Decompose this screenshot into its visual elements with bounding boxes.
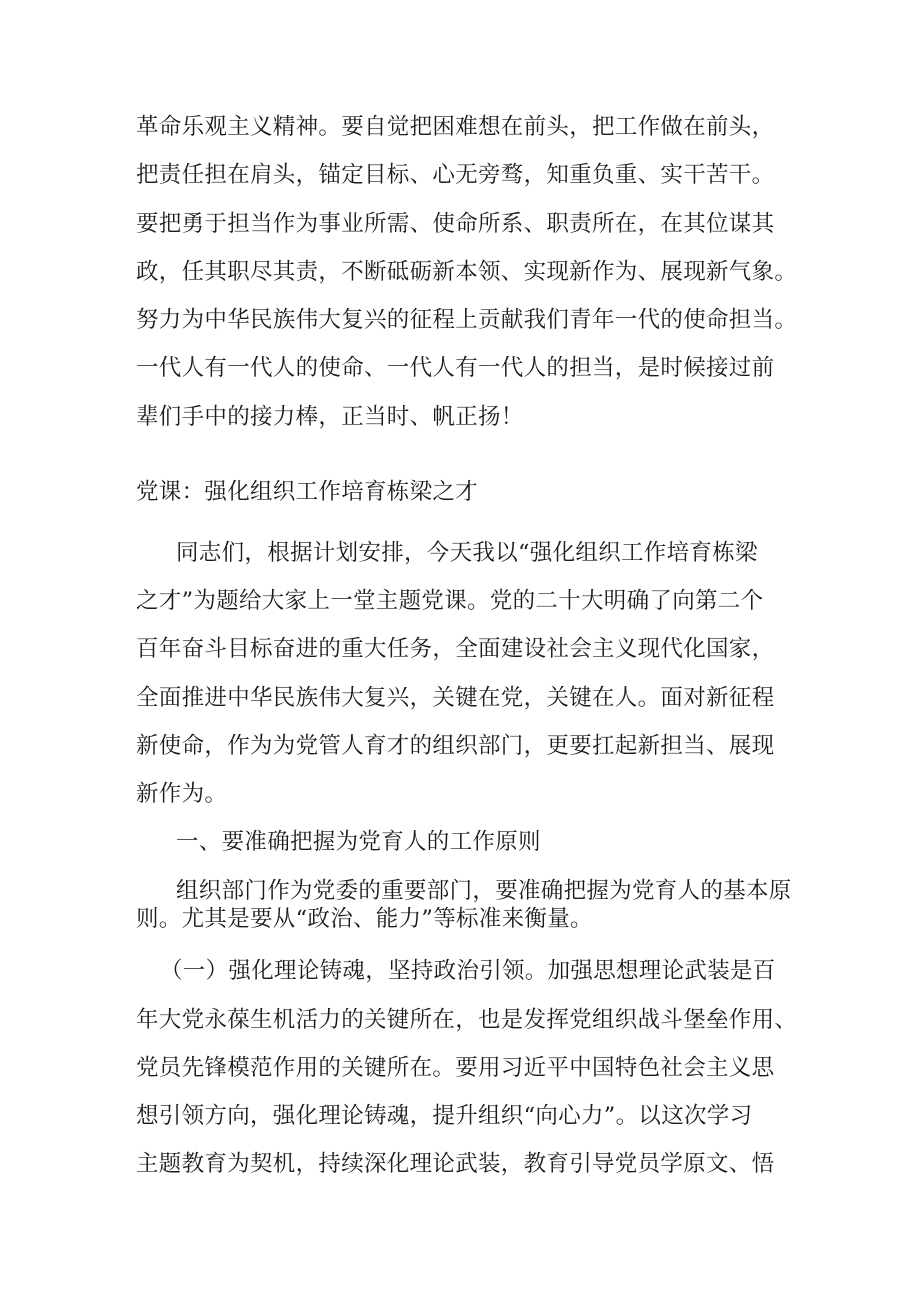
text-line: （一）强化理论铸魂，坚持政治引领。加强思想理论武装是百	[160, 958, 776, 984]
text-line: 辈们手中的接力棒，正当时、帆正扬！	[136, 404, 524, 430]
text-line: 组织部门作为党委的重要部门，要准确把握为党育人的基本原	[176, 878, 792, 904]
text-line: 一代人有一代人的使命、一代人有一代人的担当，是时候接过前	[136, 355, 775, 381]
text-line: 新作为。	[136, 781, 228, 807]
text-line: 努力为中华民族伟大复兴的征程上贡献我们青年一代的使命担当。	[136, 307, 798, 333]
text-line: 党员先锋模范作用的关键所在。要用习近平中国特色社会主义思	[136, 1055, 775, 1081]
text-line: 想引领方向，强化理论铸魂，提升组织“向心力”。以这次学习	[136, 1103, 753, 1129]
text-line: 则。尤其是要从“政治、能力”等标准来衡量。	[136, 906, 593, 932]
text-line: 同志们，根据计划安排，今天我以“强化组织工作培育栋梁	[176, 540, 758, 566]
text-line: 新使命，作为为党管人育才的组织部门，更要扛起新担当、展现	[136, 733, 775, 759]
text-line: 革命乐观主义精神。要自觉把困难想在前头，把工作做在前头，	[136, 114, 775, 140]
text-line: 要把勇于担当作为事业所需、使命所系、职责所在，在其位谋其	[136, 211, 775, 237]
text-line: 之才”为题给大家上一堂主题党课。党的二十大明确了向第二个	[136, 588, 764, 614]
section-heading: 一、要准确把握为党育人的工作原则	[176, 829, 541, 855]
text-line: 政，任其职尽其责，不断砥砺新本领、实现新作为、展现新气象。	[136, 259, 798, 285]
text-line: 百年奋斗目标奋进的重大任务，全面建设社会主义现代化国家，	[136, 636, 775, 662]
text-line: 年大党永葆生机活力的关键所在，也是发挥党组织战斗堡垒作用、	[136, 1007, 798, 1033]
text-line: 主题教育为契机，持续深化理论武装，教育引导党员学原文、悟	[136, 1151, 775, 1177]
lesson-title: 党课：强化组织工作培育栋梁之才	[136, 479, 479, 505]
text-line: 把责任担在肩头，锚定目标、心无旁骛，知重负重、实干苦干。	[136, 162, 775, 188]
text-line: 全面推进中华民族伟大复兴，关键在党，关键在人。面对新征程	[136, 685, 775, 711]
